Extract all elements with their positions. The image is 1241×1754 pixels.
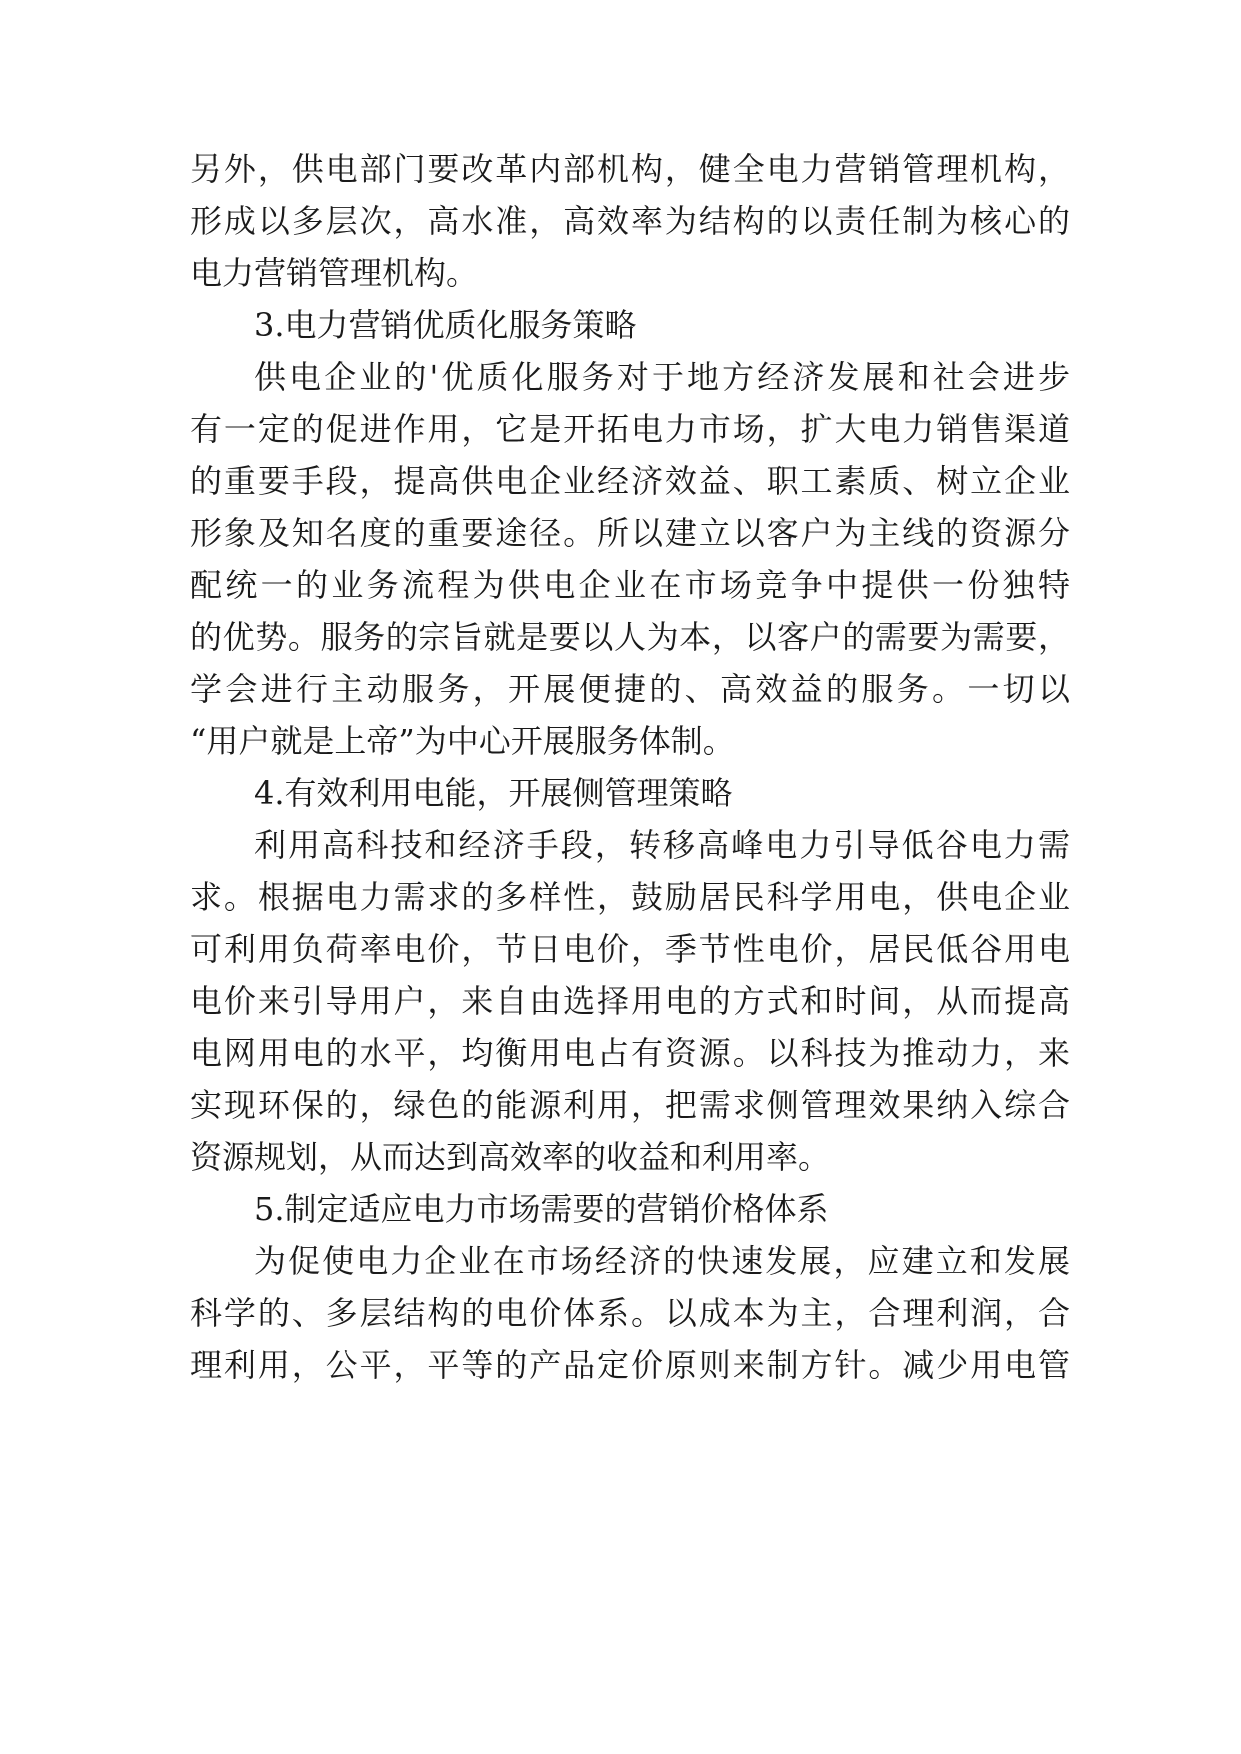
text-line: 为促使电力企业在市场经济的快速发展，应建立和发展 [254, 1242, 1070, 1280]
text-line: 配统一的业务流程为供电企业在市场竞争中提供一份独特 [190, 566, 1070, 604]
text-line: 学会进行主动服务，开展便捷的、高效益的服务。一切以 [190, 670, 1070, 708]
text-line: 电价来引导用户，来自由选择用电的方式和时间，从而提高 [190, 982, 1070, 1020]
text-line: “用户就是上帝”为中心开展服务体制。 [190, 722, 735, 760]
text-line: 有一定的促进作用，它是开拓电力市场，扩大电力销售渠道 [190, 410, 1070, 448]
text-line: 的重要手段，提高供电企业经济效益、职工素质、树立企业 [190, 462, 1070, 500]
section-heading-3: 3.电力营销优质化服务策略 [254, 306, 637, 344]
text-line: 形象及知名度的重要途径。所以建立以客户为主线的资源分 [190, 514, 1070, 552]
text-line: 电力营销管理机构。 [190, 254, 479, 292]
text-line: 可利用负荷率电价，节日电价，季节性电价，居民低谷用电 [190, 930, 1070, 968]
text-line: 资源规划，从而达到高效率的收益和利用率。 [190, 1138, 831, 1176]
text-line: 电网用电的水平，均衡用电占有资源。以科技为推动力，来 [190, 1034, 1070, 1072]
text-line: 实现环保的，绿色的能源利用，把需求侧管理效果纳入综合 [190, 1086, 1070, 1124]
text-line: 理利用，公平，平等的产品定价原则来制方针。减少用电管 [190, 1346, 1070, 1384]
text-line: 利用高科技和经济手段，转移高峰电力引导低谷电力需 [254, 826, 1070, 864]
section-heading-5: 5.制定适应电力市场需要的营销价格体系 [254, 1190, 829, 1228]
text-line: 科学的、多层结构的电价体系。以成本为主，合理利润，合 [190, 1294, 1070, 1332]
text-line: 形成以多层次，高水准，高效率为结构的以责任制为核心的 [190, 202, 1070, 240]
text-line: 供电企业的'优质化服务对于地方经济发展和社会进步 [254, 358, 1070, 396]
text-line: 求。根据电力需求的多样性，鼓励居民科学用电，供电企业 [190, 878, 1070, 916]
text-line: 的优势。服务的宗旨就是要以人为本，以客户的需要为需要， [190, 618, 1070, 656]
section-heading-4: 4.有效利用电能，开展侧管理策略 [254, 774, 733, 812]
text-line: 另外，供电部门要改革内部机构，健全电力营销管理机构， [190, 150, 1070, 188]
